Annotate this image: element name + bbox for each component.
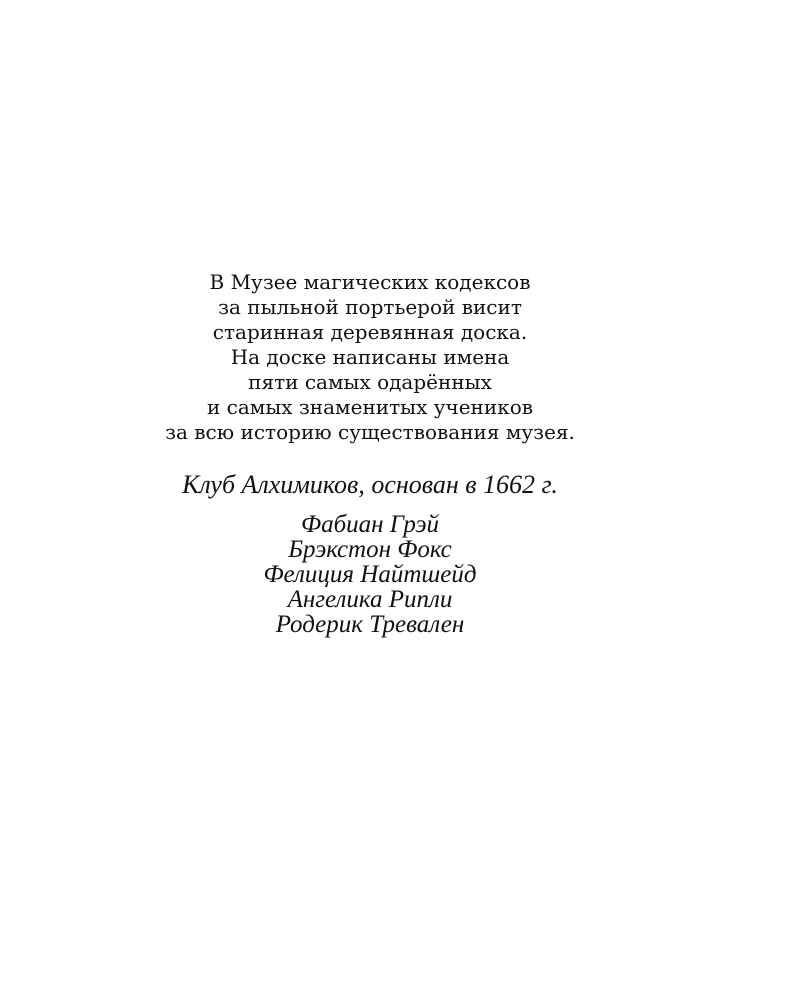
intro-line: В Музее магических кодексов: [209, 270, 531, 294]
intro-line: пяти самых одарённых: [248, 370, 492, 394]
honor-name: Фабиан Грэй: [300, 511, 440, 538]
intro-line: и самых знаменитых учеников: [206, 395, 534, 419]
honor-names-list: [0, 512, 740, 637]
honor-name: Ангелика Рипли: [287, 586, 453, 613]
intro-line: старинная деревянная доска.: [212, 320, 528, 344]
intro-line: На доске написаны имена: [230, 345, 510, 369]
club-title: Клуб Алхимиков, основан в 1662 г.: [182, 470, 558, 499]
intro-line: за всю историю существования музея.: [165, 420, 575, 444]
intro-line: за пыльной портьерой висит: [218, 295, 522, 319]
honor-name: Родерик Тревален: [275, 611, 465, 638]
honor-name: Брэкстон Фокс: [288, 536, 452, 563]
intro-paragraph: [0, 270, 740, 445]
honor-name: Фелиция Найтшейд: [263, 561, 477, 588]
